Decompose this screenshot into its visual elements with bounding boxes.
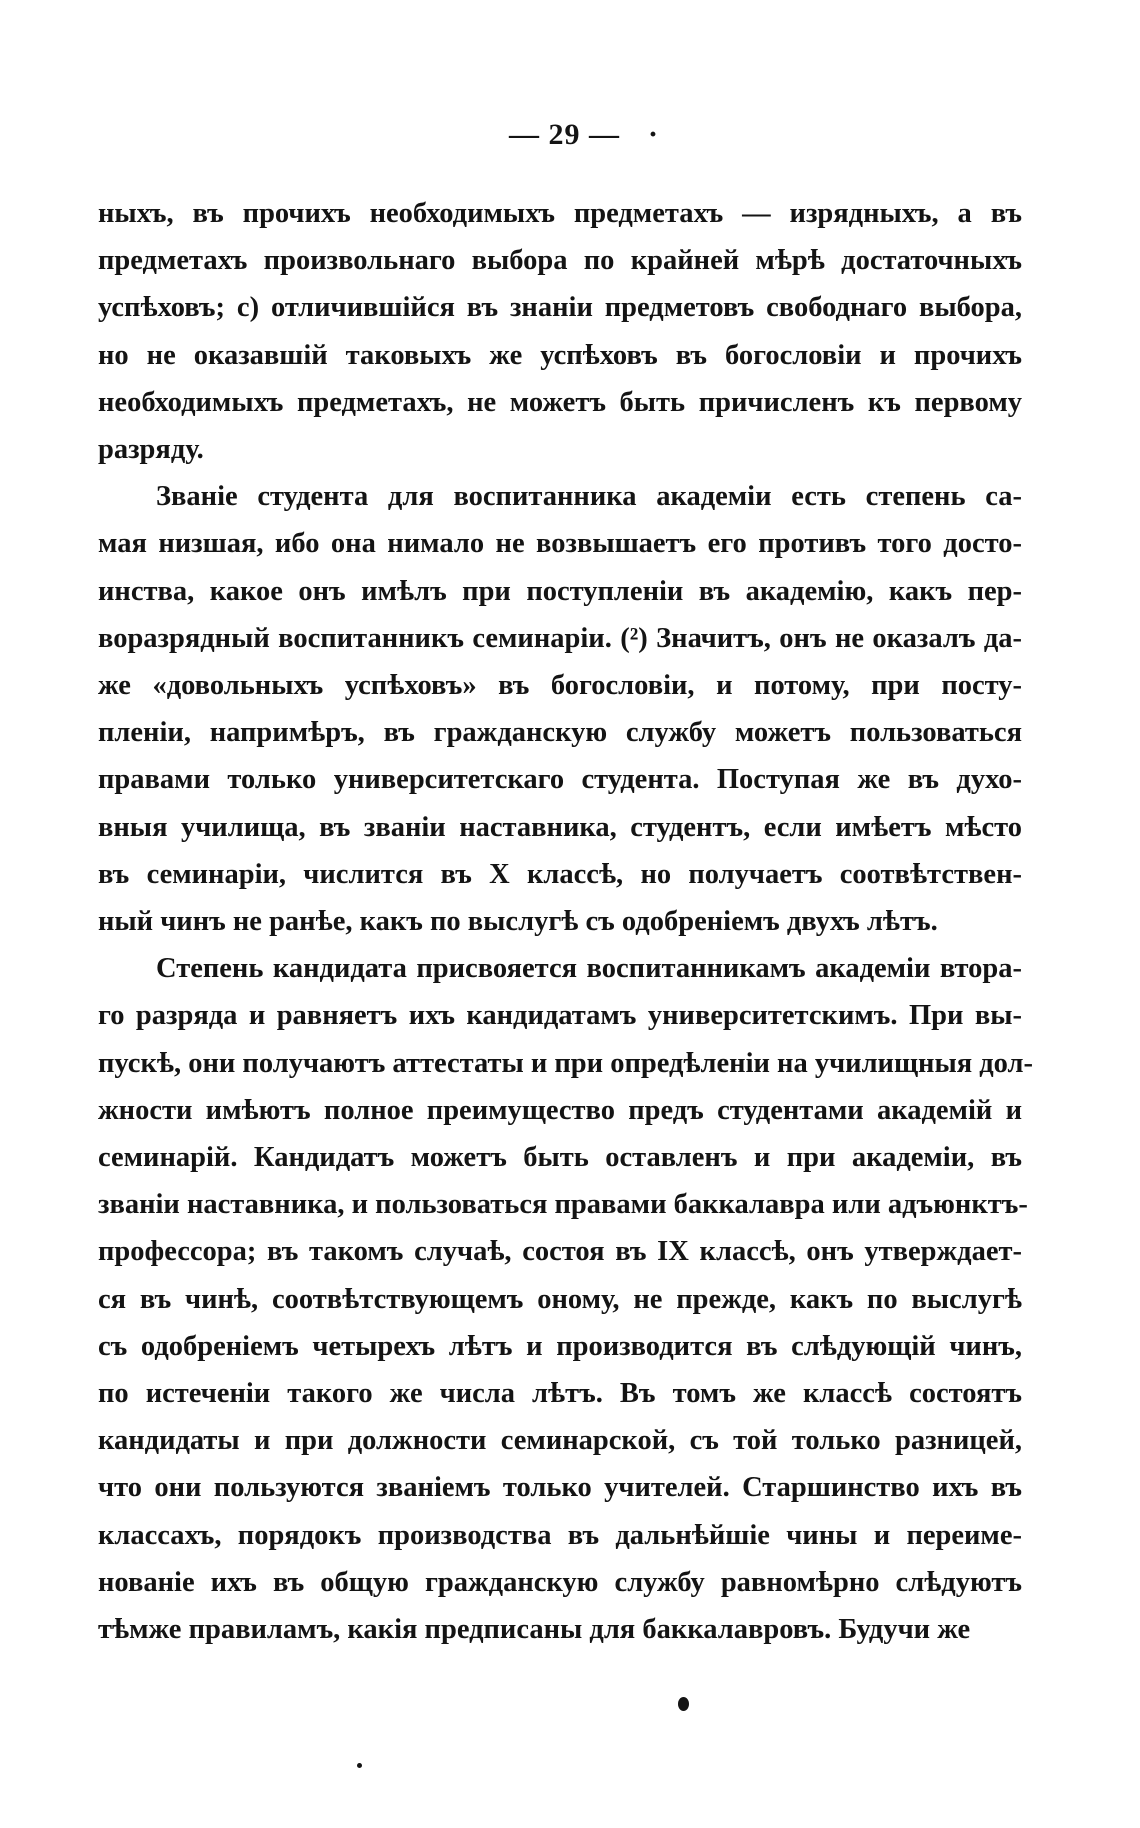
text-line: ныхъ, въ прочихъ необходимыхъ предметахъ — изрядныхъ, а въ <box>98 198 1022 229</box>
text-line: классахъ, порядокъ производства въ дальнѣйшіе чины и переиме- <box>98 1519 1022 1551</box>
text-line: профессора; въ такомъ случаѣ, состоя въ IX классѣ, онъ утверждает- <box>98 1236 1022 1268</box>
text-line: кандидаты и при должности семинарской, съ той только разницей, <box>98 1425 1022 1457</box>
text-line: ный чинъ не ранѣе, какъ по выслугѣ съ одобреніемъ двухъ лѣтъ. <box>98 906 938 938</box>
text-line: необходимыхъ предметахъ, не можетъ быть причисленъ къ первому <box>98 386 1022 418</box>
text-line: Степень кандидата присвояется воспитанникамъ академіи втора- <box>156 953 1022 985</box>
text-line: тѣмже правиламъ, какія предписаны для баккалавровъ. Будучи же <box>98 1614 971 1646</box>
text-line: въ семинаріи, числится въ X классѣ, но получаетъ соотвѣтствен- <box>98 858 1022 890</box>
text-line: го разряда и равняетъ ихъ кандидатамъ университетскимъ. При вы- <box>98 1000 1022 1032</box>
page-mark: · <box>647 118 659 151</box>
text-line: по истеченіи такого же числа лѣтъ. Въ томъ же классѣ состоятъ <box>98 1378 1022 1410</box>
text-line: жности имѣютъ полное преимущество предъ студентами академій и <box>98 1094 1022 1126</box>
text-line: вныя училища, въ званіи наставника, студентъ, если имѣетъ мѣсто <box>98 811 1022 843</box>
text-line: Званіе студента для воспитанника академіи есть степень са- <box>156 481 1022 513</box>
body-text <box>98 190 1034 1653</box>
text-line: инства, какое онъ имѣлъ при поступленіи въ академію, какъ пер- <box>98 575 1022 607</box>
ink-speck <box>357 1763 362 1768</box>
page-number <box>0 118 1140 152</box>
text-line: разряду. <box>98 434 204 466</box>
page-number-text: — 29 — <box>508 118 620 151</box>
text-line: правами только университетскаго студента. Поступая же въ духо- <box>98 764 1022 796</box>
text-line: воразрядный воспитанникъ семинаріи. (²) Значитъ, онъ не оказалъ да- <box>98 622 1022 654</box>
text-line: ся въ чинѣ, соотвѣтствующемъ оному, не прежде, какъ по выслугѣ <box>98 1283 1022 1315</box>
text-line: но не оказавшій таковыхъ же успѣховъ въ богословіи и прочихъ <box>98 339 1022 371</box>
text-line: званіи наставника, и пользоваться правами баккалавра или адъюнктъ- <box>98 1189 1028 1221</box>
text-line: нованіе ихъ въ общую гражданскую службу равномѣрно слѣдуютъ <box>98 1566 1022 1598</box>
ink-speck <box>678 1697 689 1711</box>
text-line: пленіи, напримѣръ, въ гражданскую службу можетъ пользоваться <box>98 717 1022 749</box>
text-line: же «довольныхъ успѣховъ» въ богословіи, и потому, при посту- <box>98 670 1022 702</box>
text-line: предметахъ произвольнаго выбора по крайней мѣрѣ достаточныхъ <box>98 245 1022 277</box>
text-line: пускѣ, они получаютъ аттестаты и при опредѣленіи на училищныя дол- <box>98 1047 1034 1079</box>
text-line: мая низшая, ибо она нимало не возвышаетъ его противъ того досто- <box>98 528 1022 560</box>
text-line: съ одобреніемъ четырехъ лѣтъ и производится въ слѣдующій чинъ, <box>98 1330 1022 1362</box>
text-line: успѣховъ; с) отличившійся въ знаніи предметовъ свободнаго выбора, <box>98 292 1022 324</box>
text-line: что они пользуются званіемъ только учителей. Старшинство ихъ въ <box>98 1472 1022 1504</box>
text-line: семинарій. Кандидатъ можетъ быть оставленъ и при академіи, въ <box>98 1142 1022 1174</box>
